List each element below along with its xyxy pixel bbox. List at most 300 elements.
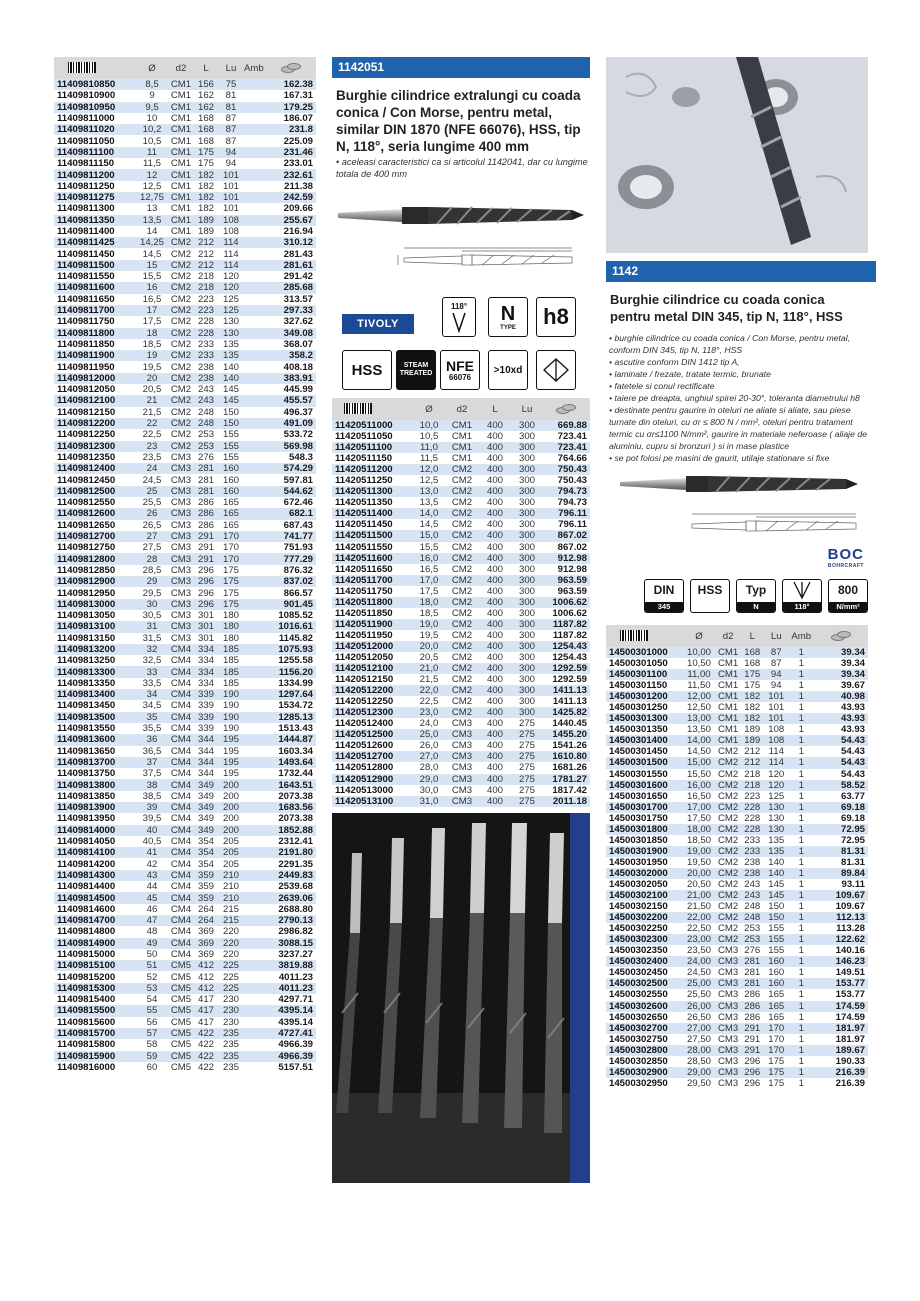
spec-cell: 120 [764, 780, 788, 791]
table-row [606, 824, 868, 835]
spec-cell: 37 [136, 757, 168, 768]
steam-label: STEAM [403, 362, 429, 369]
article-code: 11409811750 [54, 316, 136, 327]
table-row [332, 774, 590, 785]
spec-cell: 29,5 [136, 587, 168, 598]
spec-cell: 359 [194, 892, 218, 903]
spec-cell: 215 [218, 915, 244, 926]
spec-cell: CM3 [446, 740, 478, 751]
spec-cell: 31,0 [412, 796, 446, 807]
spec-cell: 175 [740, 680, 764, 691]
spec-cell: CM2 [446, 486, 478, 497]
price-cell: 167.31 [244, 90, 316, 101]
spec-cell: 52 [136, 971, 168, 982]
article-code: 11409810850 [54, 79, 136, 90]
table-row [54, 203, 316, 214]
spec-cell: 160 [764, 967, 788, 978]
spec-cell: 140 [218, 373, 244, 384]
table-row [332, 453, 590, 464]
article-code: 11409814100 [54, 847, 136, 858]
spec-cell: 369 [194, 926, 218, 937]
spec-cell: 400 [478, 751, 512, 762]
price-cell: 1534.72 [244, 700, 316, 711]
spec-cell: CM4 [168, 892, 194, 903]
spec-cell: 230 [218, 1017, 244, 1028]
table-row [54, 1039, 316, 1050]
price-cell: 548.3 [244, 452, 316, 463]
boc-logo-sub: BOHRCRAFT [827, 563, 864, 569]
article-code: 11409811350 [54, 215, 136, 226]
spec-cell: 145 [218, 395, 244, 406]
spec-cell: 24 [136, 463, 168, 474]
table-row [54, 441, 316, 452]
table-row [54, 79, 316, 90]
spec-cell: 11 [136, 147, 168, 158]
spec-cell: CM2 [168, 384, 194, 395]
spec-cell: CM2 [168, 271, 194, 282]
table-row [54, 836, 316, 847]
table-row [332, 564, 590, 575]
drill-point-icon [790, 580, 814, 600]
table-row [54, 553, 316, 564]
table-row [54, 791, 316, 802]
spec-cell: 400 [478, 630, 512, 641]
spec-cell: 175 [194, 158, 218, 169]
table-row [332, 486, 590, 497]
product-title: Burghie cilindrice cu coada conica pentru metal DIN 345, tip N, 118°, HSS [610, 292, 843, 324]
spec-cell: CM5 [168, 960, 194, 971]
table-row [54, 113, 316, 124]
spec-cell: 1 [788, 879, 814, 890]
article-code: 11420513000 [332, 785, 412, 796]
price-cell: 216.39 [814, 1067, 868, 1078]
spec-cell: 422 [194, 1051, 218, 1062]
table-row [54, 361, 316, 372]
article-code: 11409814400 [54, 881, 136, 892]
spec-cell: 17 [136, 305, 168, 316]
spec-cell: CM3 [446, 762, 478, 773]
spec-cell: 195 [218, 746, 244, 757]
table-row [332, 696, 590, 707]
article-code: 11409815700 [54, 1028, 136, 1039]
price-cell: 723.41 [542, 431, 590, 442]
spec-cell: 125 [764, 791, 788, 802]
article-code: 14500302650 [606, 1012, 682, 1023]
spec-cell: CM2 [718, 801, 739, 813]
spec-cell: 400 [478, 553, 512, 564]
angle-label: 118° [450, 301, 468, 311]
spec-cell: 81 [218, 90, 244, 101]
price-cell: 189.67 [814, 1045, 868, 1056]
article-code: 11409811250 [54, 181, 136, 192]
spec-cell: CM3 [446, 796, 478, 807]
spec-cell: 275 [512, 729, 542, 740]
spec-cell: CM1 [168, 79, 194, 90]
price-cell: 1541.26 [542, 740, 590, 751]
spec-cell: 21,50 [682, 901, 716, 912]
spec-cell: CM4 [168, 746, 194, 757]
price-cell: 233.01 [244, 158, 316, 169]
spec-cell: 349 [194, 779, 218, 790]
right-price-table [606, 625, 868, 1089]
spec-cell: 20,5 [412, 652, 446, 663]
spec-cell: 400 [478, 774, 512, 785]
spec-cell: 8,5 [136, 79, 168, 90]
depth-badge: >10xd [488, 350, 528, 390]
spec-cell: 253 [194, 429, 218, 440]
spec-cell: 9 [136, 90, 168, 101]
spec-cell: CM4 [168, 655, 194, 666]
spec-cell: CM1 [446, 453, 478, 464]
spec-cell: 189 [194, 215, 218, 226]
article-code: 11420511800 [332, 597, 412, 608]
article-code: 14500302900 [606, 1067, 682, 1078]
spec-cell: 220 [218, 938, 244, 949]
spec-cell: 9,5 [136, 102, 168, 113]
price-cell: 291.42 [244, 271, 316, 282]
spec-cell: 300 [512, 497, 542, 508]
spec-cell: CM2 [718, 923, 739, 935]
spec-cell: CM1 [168, 215, 194, 226]
spec-cell: 28 [136, 553, 168, 564]
spec-cell: CM2 [168, 441, 194, 452]
spec-cell: 400 [478, 619, 512, 630]
table-row [54, 328, 316, 339]
price-cell: 54.43 [814, 735, 868, 746]
table-row [332, 785, 590, 796]
spec-cell: 300 [512, 575, 542, 586]
price-cell: 1292.59 [542, 674, 590, 685]
strength-unit: N/mm² [829, 602, 867, 612]
spec-cell: 22,5 [412, 696, 446, 707]
spec-cell: 37,5 [136, 768, 168, 779]
spec-cell: 417 [194, 994, 218, 1005]
product-title: Burghie cilindrice extralungi cu coada conica / Con Morse, pentru metal, similar DIN 1870 (NFE 66076), HSS, tip N, 118°, seria lungime 400 mm [336, 88, 581, 154]
article-code: 11409812800 [54, 553, 136, 564]
spec-cell: CM2 [446, 707, 478, 718]
spec-cell: 334 [194, 678, 218, 689]
price-cell: 4297.71 [244, 994, 316, 1005]
article-code: 11420511050 [332, 431, 412, 442]
article-code: 11409811450 [54, 248, 136, 259]
spec-cell: 108 [218, 226, 244, 237]
price-cell: 741.77 [244, 531, 316, 542]
bullet-item: • burghie cilindrice cu coada conica / Con Morse, pentru metal, conform DIN 345, tip N, 118°, HSS [609, 333, 851, 355]
article-code: 11420512250 [332, 696, 412, 707]
spec-cell: 1 [788, 890, 814, 901]
spec-cell: 182 [740, 713, 764, 724]
spec-cell: 205 [218, 847, 244, 858]
spec-cell: 11,5 [412, 453, 446, 464]
spec-cell: 25,00 [682, 978, 716, 989]
spec-cell: CM4 [168, 791, 194, 802]
product-note: • aceleasi caracteristici ca si articolul 1142041, dar cu lungime totala de 400 mm [336, 157, 588, 179]
price-cell: 963.59 [542, 575, 590, 586]
article-code: 11420511900 [332, 619, 412, 630]
spec-cell: CM3 [168, 452, 194, 463]
spec-cell: 81 [218, 102, 244, 113]
spec-cell: CM3 [718, 1011, 739, 1023]
spec-cell: 400 [478, 785, 512, 796]
spec-cell: 125 [218, 305, 244, 316]
spec-cell: 19,50 [682, 857, 716, 868]
spec-cell: 21,0 [412, 663, 446, 674]
spec-cell: 182 [194, 203, 218, 214]
spec-cell: 101 [218, 181, 244, 192]
type-word: TYPE [500, 325, 516, 331]
spec-cell: CM3 [446, 729, 478, 740]
spec-cell: 19,5 [136, 361, 168, 372]
table-row [332, 796, 590, 807]
spec-cell: 38,5 [136, 791, 168, 802]
spec-cell: 339 [194, 689, 218, 700]
price-cell: 796.11 [542, 519, 590, 530]
price-cell: 1683.56 [244, 802, 316, 813]
price-cell: 231.46 [244, 147, 316, 158]
price-cell: 109.67 [814, 890, 868, 901]
price-cell: 3088.15 [244, 938, 316, 949]
article-code: 11409813550 [54, 723, 136, 734]
spec-cell: 21,00 [682, 890, 716, 901]
price-cell: 1852.88 [244, 825, 316, 836]
spec-cell: 101 [218, 192, 244, 203]
spec-cell: 400 [478, 674, 512, 685]
spec-cell: 87 [764, 647, 788, 658]
spec-cell: 182 [740, 702, 764, 713]
spec-cell: 400 [478, 475, 512, 486]
spec-cell: 168 [194, 124, 218, 135]
article-code: 11409813900 [54, 802, 136, 813]
spec-cell: 12 [136, 169, 168, 180]
spec-cell: CM2 [446, 530, 478, 541]
col-length: L [740, 625, 764, 647]
spec-cell: 180 [218, 621, 244, 632]
spec-cell: 135 [218, 350, 244, 361]
spec-cell: 101 [218, 203, 244, 214]
spec-cell: 53 [136, 983, 168, 994]
spec-cell: 210 [218, 881, 244, 892]
spec-cell: 170 [218, 542, 244, 553]
price-cell: 4011.23 [244, 971, 316, 982]
article-code: 14500301550 [606, 769, 682, 780]
spec-cell: 18 [136, 328, 168, 339]
spec-cell: CM2 [718, 823, 739, 835]
table-row [332, 674, 590, 685]
price-cell: 383.91 [244, 373, 316, 384]
spec-cell: 17,50 [682, 813, 716, 824]
table-row [54, 407, 316, 418]
spec-cell: 17,5 [412, 586, 446, 597]
spec-cell: 114 [218, 237, 244, 248]
price-cell: 491.09 [244, 418, 316, 429]
spec-cell: 32,5 [136, 655, 168, 666]
spec-cell: 170 [764, 1034, 788, 1045]
article-code: 11409813650 [54, 746, 136, 757]
spec-cell: 300 [512, 619, 542, 630]
spec-cell: 160 [764, 978, 788, 989]
price-cell: 2312.41 [244, 836, 316, 847]
article-code: 14500301650 [606, 791, 682, 802]
article-code: 11409811950 [54, 361, 136, 372]
spec-cell: 300 [512, 685, 542, 696]
spec-cell: CM1 [446, 442, 478, 453]
spec-cell: 253 [194, 441, 218, 452]
spec-cell: 1 [788, 702, 814, 713]
price-cell: 777.29 [244, 553, 316, 564]
table-row [606, 680, 868, 691]
spec-cell: 145 [218, 384, 244, 395]
col-diameter: Ø [136, 57, 168, 79]
angle-label: 118° [783, 602, 821, 612]
table-row [54, 904, 316, 915]
spec-cell: 17,5 [136, 316, 168, 327]
article-code: 11420512150 [332, 674, 412, 685]
spec-cell: CM3 [718, 989, 739, 1001]
spec-cell: 16,00 [682, 780, 716, 791]
table-row [606, 1012, 868, 1023]
spec-cell: 1 [788, 868, 814, 879]
spec-cell: 296 [194, 576, 218, 587]
table-row [54, 395, 316, 406]
spec-cell: 36 [136, 734, 168, 745]
spec-cell: CM2 [446, 564, 478, 575]
spec-cell: 54 [136, 994, 168, 1005]
article-code: 14500302500 [606, 978, 682, 989]
spec-cell: 87 [764, 658, 788, 669]
spec-cell: 94 [764, 669, 788, 680]
price-cell: 1292.59 [542, 663, 590, 674]
table-row [332, 619, 590, 630]
spec-cell: CM4 [168, 644, 194, 655]
article-code: 11409812650 [54, 520, 136, 531]
spec-cell: 22,50 [682, 923, 716, 934]
spec-cell: 190 [218, 689, 244, 700]
article-code: 11409812050 [54, 384, 136, 395]
spec-cell: 31,5 [136, 633, 168, 644]
article-code: 11409813800 [54, 779, 136, 790]
spec-cell: 218 [740, 769, 764, 780]
article-code: 14500302100 [606, 890, 682, 901]
price-cell: 1285.13 [244, 712, 316, 723]
col-d2: d2 [716, 625, 740, 647]
spec-cell: CM4 [168, 666, 194, 677]
table-row [54, 497, 316, 508]
price-cell: 174.59 [814, 1001, 868, 1012]
article-code: 11409813050 [54, 610, 136, 621]
spec-cell: 14,5 [136, 248, 168, 259]
angle-badge [782, 579, 822, 613]
spec-cell: 170 [218, 531, 244, 542]
spec-cell: 23,00 [682, 934, 716, 945]
spec-cell: 182 [740, 691, 764, 702]
price-cell: 109.67 [814, 901, 868, 912]
spec-cell: 19,00 [682, 846, 716, 857]
spec-cell: CM5 [168, 994, 194, 1005]
spec-cell: 34 [136, 689, 168, 700]
price-cell: 2011.18 [542, 796, 590, 807]
spec-cell: CM4 [168, 904, 194, 915]
spec-cell: 223 [740, 791, 764, 802]
spec-cell: 223 [194, 305, 218, 316]
spec-cell: 369 [194, 938, 218, 949]
spec-cell: 155 [218, 429, 244, 440]
spec-cell: 412 [194, 971, 218, 982]
table-row [54, 373, 316, 384]
col-diameter: Ø [682, 625, 716, 647]
article-code: 11420511150 [332, 453, 412, 464]
price-cell: 209.66 [244, 203, 316, 214]
spec-cell: 130 [764, 824, 788, 835]
spec-cell: 101 [218, 169, 244, 180]
spec-cell: 19,5 [412, 630, 446, 641]
price-cell: 1440.45 [542, 718, 590, 729]
price-cell: 867.02 [542, 530, 590, 541]
spec-cell: 233 [740, 835, 764, 846]
table-row [606, 1023, 868, 1034]
price-cell: 40.98 [814, 691, 868, 702]
col-diameter: Ø [412, 398, 446, 420]
spec-cell: 75 [218, 79, 244, 90]
price-cell: 569.98 [244, 441, 316, 452]
spec-cell: CM4 [168, 757, 194, 768]
spec-cell: 25 [136, 486, 168, 497]
article-code: 11409813850 [54, 791, 136, 802]
table-row [54, 949, 316, 960]
table-row [606, 1001, 868, 1012]
drill-image-icon [332, 180, 590, 310]
table-row [54, 305, 316, 316]
table-row [54, 1051, 316, 1062]
spec-cell: CM4 [168, 689, 194, 700]
spec-cell: 155 [764, 945, 788, 956]
spec-cell: 155 [218, 441, 244, 452]
table-row [54, 542, 316, 553]
price-cell: 190.33 [814, 1056, 868, 1067]
spec-cell: 200 [218, 802, 244, 813]
article-code: 11409813400 [54, 689, 136, 700]
price-cell: 1455.20 [542, 729, 590, 740]
spec-cell: 264 [194, 915, 218, 926]
spec-cell: 422 [194, 1062, 218, 1073]
spec-cell: 300 [512, 663, 542, 674]
spec-cell: 1 [788, 1067, 814, 1078]
spec-cell: CM4 [168, 768, 194, 779]
price-cell: 39.34 [814, 658, 868, 669]
spec-cell: CM4 [168, 870, 194, 881]
spec-cell: CM1 [718, 680, 739, 692]
spec-cell: 22,5 [136, 429, 168, 440]
spec-cell: 30 [136, 599, 168, 610]
article-code: 11409815900 [54, 1051, 136, 1062]
spec-cell: 400 [478, 729, 512, 740]
spec-cell: 50 [136, 949, 168, 960]
table-row [606, 791, 868, 802]
article-code: 14500301000 [606, 647, 682, 658]
spec-cell: CM3 [718, 1044, 739, 1056]
table-row [54, 587, 316, 598]
spec-cell: 400 [478, 486, 512, 497]
spec-cell: 300 [512, 530, 542, 541]
spec-cell: 230 [218, 1005, 244, 1016]
spec-cell: 300 [512, 707, 542, 718]
spec-cell: 400 [478, 685, 512, 696]
spec-cell: 339 [194, 700, 218, 711]
price-cell: 963.59 [542, 586, 590, 597]
spec-cell: 23,0 [412, 707, 446, 718]
spec-cell: 1 [788, 934, 814, 945]
spec-cell: CM1 [446, 431, 478, 442]
price-cell: 682.1 [244, 508, 316, 519]
